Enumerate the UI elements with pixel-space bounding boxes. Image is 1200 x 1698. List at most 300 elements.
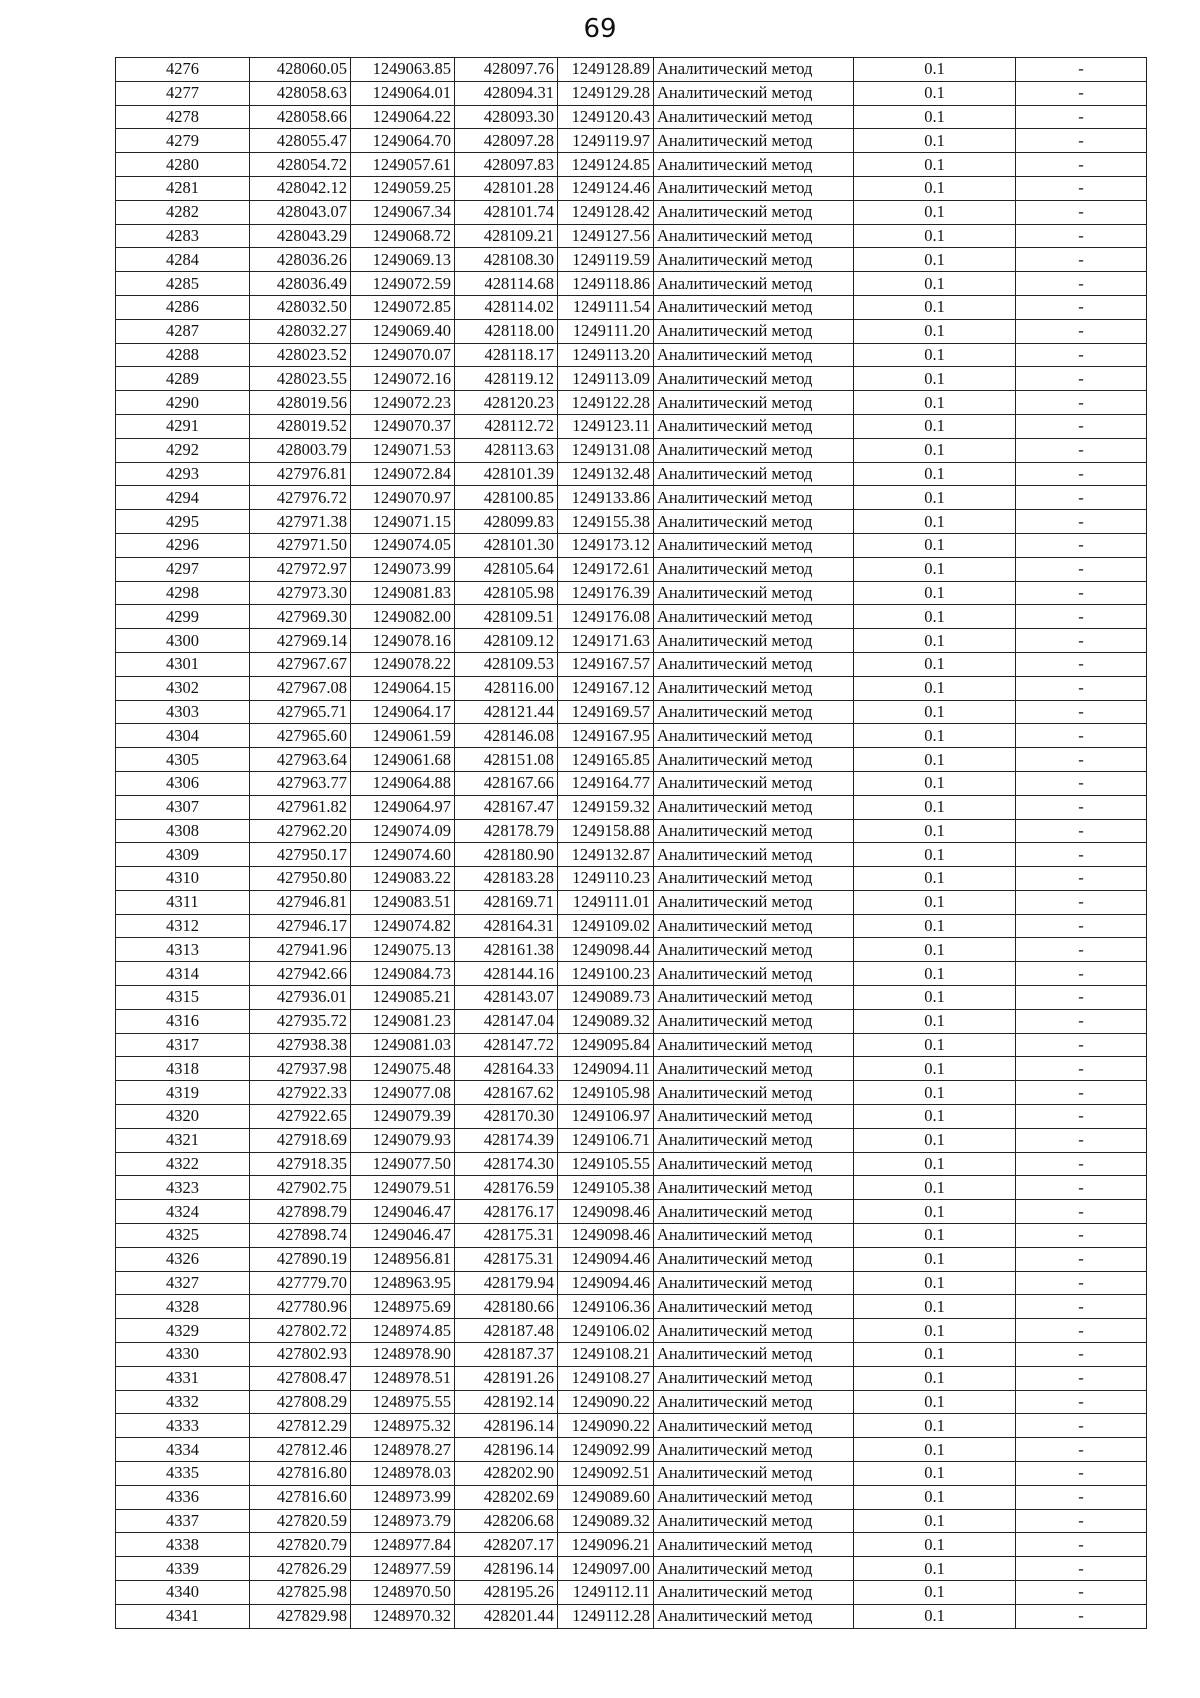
method-cell: Аналитический метод bbox=[654, 486, 854, 510]
table-row bbox=[116, 438, 1147, 462]
accuracy-cell: 0.1 bbox=[854, 391, 1016, 415]
x2-cell: 428118.17 bbox=[455, 343, 558, 367]
point-id-cell: 4280 bbox=[116, 153, 250, 177]
method-cell: Аналитический метод bbox=[654, 1557, 854, 1581]
x1-cell: 427969.14 bbox=[250, 629, 351, 653]
x1-cell: 428003.79 bbox=[250, 438, 351, 462]
x2-cell: 428147.72 bbox=[455, 1033, 558, 1057]
y1-cell: 1248978.90 bbox=[351, 1343, 455, 1367]
table-row bbox=[116, 58, 1147, 82]
note-cell: - bbox=[1016, 343, 1147, 367]
point-id-cell: 4298 bbox=[116, 581, 250, 605]
y1-cell: 1248978.51 bbox=[351, 1366, 455, 1390]
method-cell: Аналитический метод bbox=[654, 629, 854, 653]
x1-cell: 428032.27 bbox=[250, 319, 351, 343]
y2-cell: 1249098.44 bbox=[558, 938, 654, 962]
accuracy-cell: 0.1 bbox=[854, 153, 1016, 177]
x2-cell: 428101.39 bbox=[455, 462, 558, 486]
method-cell: Аналитический метод bbox=[654, 1009, 854, 1033]
y2-cell: 1249105.55 bbox=[558, 1152, 654, 1176]
point-id-cell: 4336 bbox=[116, 1485, 250, 1509]
x2-cell: 428151.08 bbox=[455, 748, 558, 772]
table-row bbox=[116, 1533, 1147, 1557]
x1-cell: 427950.17 bbox=[250, 843, 351, 867]
y2-cell: 1249164.77 bbox=[558, 771, 654, 795]
accuracy-cell: 0.1 bbox=[854, 795, 1016, 819]
x2-cell: 428113.63 bbox=[455, 438, 558, 462]
x2-cell: 428180.66 bbox=[455, 1295, 558, 1319]
y1-cell: 1249072.85 bbox=[351, 295, 455, 319]
x2-cell: 428161.38 bbox=[455, 938, 558, 962]
y1-cell: 1249064.70 bbox=[351, 129, 455, 153]
note-cell: - bbox=[1016, 1057, 1147, 1081]
x2-cell: 428202.69 bbox=[455, 1485, 558, 1509]
x2-cell: 428114.02 bbox=[455, 295, 558, 319]
point-id-cell: 4314 bbox=[116, 962, 250, 986]
y2-cell: 1249127.56 bbox=[558, 224, 654, 248]
y1-cell: 1249057.61 bbox=[351, 153, 455, 177]
method-cell: Аналитический метод bbox=[654, 391, 854, 415]
point-id-cell: 4285 bbox=[116, 272, 250, 296]
x1-cell: 428055.47 bbox=[250, 129, 351, 153]
x1-cell: 427976.81 bbox=[250, 462, 351, 486]
x2-cell: 428176.59 bbox=[455, 1176, 558, 1200]
accuracy-cell: 0.1 bbox=[854, 1128, 1016, 1152]
note-cell: - bbox=[1016, 176, 1147, 200]
accuracy-cell: 0.1 bbox=[854, 438, 1016, 462]
table-row bbox=[116, 986, 1147, 1010]
y2-cell: 1249090.22 bbox=[558, 1390, 654, 1414]
x2-cell: 428201.44 bbox=[455, 1604, 558, 1628]
accuracy-cell: 0.1 bbox=[854, 819, 1016, 843]
y1-cell: 1249069.40 bbox=[351, 319, 455, 343]
table-row bbox=[116, 1152, 1147, 1176]
accuracy-cell: 0.1 bbox=[854, 176, 1016, 200]
note-cell: - bbox=[1016, 605, 1147, 629]
note-cell: - bbox=[1016, 1462, 1147, 1486]
point-id-cell: 4337 bbox=[116, 1509, 250, 1533]
x1-cell: 427946.81 bbox=[250, 890, 351, 914]
method-cell: Аналитический метод bbox=[654, 129, 854, 153]
y2-cell: 1249119.97 bbox=[558, 129, 654, 153]
point-id-cell: 4290 bbox=[116, 391, 250, 415]
note-cell: - bbox=[1016, 1224, 1147, 1248]
y2-cell: 1249109.02 bbox=[558, 914, 654, 938]
x1-cell: 428054.72 bbox=[250, 153, 351, 177]
x1-cell: 427812.29 bbox=[250, 1414, 351, 1438]
note-cell: - bbox=[1016, 1105, 1147, 1129]
y2-cell: 1249112.11 bbox=[558, 1581, 654, 1605]
note-cell: - bbox=[1016, 438, 1147, 462]
point-id-cell: 4319 bbox=[116, 1081, 250, 1105]
note-cell: - bbox=[1016, 771, 1147, 795]
y1-cell: 1249064.22 bbox=[351, 105, 455, 129]
point-id-cell: 4305 bbox=[116, 748, 250, 772]
y1-cell: 1248977.59 bbox=[351, 1557, 455, 1581]
method-cell: Аналитический метод bbox=[654, 224, 854, 248]
point-id-cell: 4299 bbox=[116, 605, 250, 629]
y2-cell: 1249105.38 bbox=[558, 1176, 654, 1200]
x2-cell: 428101.74 bbox=[455, 200, 558, 224]
method-cell: Аналитический метод bbox=[654, 248, 854, 272]
table-row bbox=[116, 391, 1147, 415]
note-cell: - bbox=[1016, 414, 1147, 438]
table-row bbox=[116, 557, 1147, 581]
x1-cell: 427802.93 bbox=[250, 1343, 351, 1367]
note-cell: - bbox=[1016, 533, 1147, 557]
accuracy-cell: 0.1 bbox=[854, 1390, 1016, 1414]
x1-cell: 428042.12 bbox=[250, 176, 351, 200]
table-row bbox=[116, 629, 1147, 653]
x2-cell: 428105.98 bbox=[455, 581, 558, 605]
accuracy-cell: 0.1 bbox=[854, 343, 1016, 367]
table-row bbox=[116, 1271, 1147, 1295]
y2-cell: 1249092.99 bbox=[558, 1438, 654, 1462]
note-cell: - bbox=[1016, 462, 1147, 486]
x2-cell: 428175.31 bbox=[455, 1247, 558, 1271]
y2-cell: 1249090.22 bbox=[558, 1414, 654, 1438]
accuracy-cell: 0.1 bbox=[854, 700, 1016, 724]
point-id-cell: 4338 bbox=[116, 1533, 250, 1557]
accuracy-cell: 0.1 bbox=[854, 724, 1016, 748]
method-cell: Аналитический метод bbox=[654, 1128, 854, 1152]
y1-cell: 1249074.60 bbox=[351, 843, 455, 867]
y2-cell: 1249089.32 bbox=[558, 1009, 654, 1033]
x1-cell: 428060.05 bbox=[250, 58, 351, 82]
accuracy-cell: 0.1 bbox=[854, 1295, 1016, 1319]
y1-cell: 1249070.07 bbox=[351, 343, 455, 367]
y1-cell: 1248956.81 bbox=[351, 1247, 455, 1271]
point-id-cell: 4311 bbox=[116, 890, 250, 914]
y1-cell: 1249070.37 bbox=[351, 414, 455, 438]
note-cell: - bbox=[1016, 272, 1147, 296]
point-id-cell: 4292 bbox=[116, 438, 250, 462]
x1-cell: 427898.74 bbox=[250, 1224, 351, 1248]
point-id-cell: 4306 bbox=[116, 771, 250, 795]
method-cell: Аналитический метод bbox=[654, 176, 854, 200]
x2-cell: 428167.62 bbox=[455, 1081, 558, 1105]
x1-cell: 427962.20 bbox=[250, 819, 351, 843]
note-cell: - bbox=[1016, 105, 1147, 129]
method-cell: Аналитический метод bbox=[654, 1533, 854, 1557]
y1-cell: 1249081.83 bbox=[351, 581, 455, 605]
point-id-cell: 4304 bbox=[116, 724, 250, 748]
accuracy-cell: 0.1 bbox=[854, 272, 1016, 296]
x1-cell: 427936.01 bbox=[250, 986, 351, 1010]
note-cell: - bbox=[1016, 1200, 1147, 1224]
y2-cell: 1249106.97 bbox=[558, 1105, 654, 1129]
point-id-cell: 4308 bbox=[116, 819, 250, 843]
accuracy-cell: 0.1 bbox=[854, 367, 1016, 391]
y2-cell: 1249155.38 bbox=[558, 510, 654, 534]
point-id-cell: 4327 bbox=[116, 1271, 250, 1295]
point-id-cell: 4276 bbox=[116, 58, 250, 82]
y2-cell: 1249132.87 bbox=[558, 843, 654, 867]
method-cell: Аналитический метод bbox=[654, 1224, 854, 1248]
y1-cell: 1249082.00 bbox=[351, 605, 455, 629]
y1-cell: 1248975.55 bbox=[351, 1390, 455, 1414]
table-row bbox=[116, 700, 1147, 724]
x1-cell: 427826.29 bbox=[250, 1557, 351, 1581]
y2-cell: 1249169.57 bbox=[558, 700, 654, 724]
note-cell: - bbox=[1016, 1509, 1147, 1533]
method-cell: Аналитический метод bbox=[654, 200, 854, 224]
accuracy-cell: 0.1 bbox=[854, 1200, 1016, 1224]
accuracy-cell: 0.1 bbox=[854, 1557, 1016, 1581]
table-row bbox=[116, 1414, 1147, 1438]
table-row bbox=[116, 724, 1147, 748]
point-id-cell: 4300 bbox=[116, 629, 250, 653]
note-cell: - bbox=[1016, 914, 1147, 938]
x1-cell: 427820.59 bbox=[250, 1509, 351, 1533]
y1-cell: 1249069.13 bbox=[351, 248, 455, 272]
note-cell: - bbox=[1016, 557, 1147, 581]
x2-cell: 428118.00 bbox=[455, 319, 558, 343]
table-row bbox=[116, 343, 1147, 367]
table-row bbox=[116, 962, 1147, 986]
x2-cell: 428167.66 bbox=[455, 771, 558, 795]
y1-cell: 1249064.15 bbox=[351, 676, 455, 700]
table-row bbox=[116, 1081, 1147, 1105]
x1-cell: 427902.75 bbox=[250, 1176, 351, 1200]
accuracy-cell: 0.1 bbox=[854, 1081, 1016, 1105]
x1-cell: 427825.98 bbox=[250, 1581, 351, 1605]
note-cell: - bbox=[1016, 724, 1147, 748]
x1-cell: 427808.29 bbox=[250, 1390, 351, 1414]
table-row bbox=[116, 1057, 1147, 1081]
table-row bbox=[116, 129, 1147, 153]
x1-cell: 427973.30 bbox=[250, 581, 351, 605]
x2-cell: 428207.17 bbox=[455, 1533, 558, 1557]
point-id-cell: 4331 bbox=[116, 1366, 250, 1390]
x2-cell: 428176.17 bbox=[455, 1200, 558, 1224]
note-cell: - bbox=[1016, 295, 1147, 319]
point-id-cell: 4301 bbox=[116, 652, 250, 676]
y2-cell: 1249111.54 bbox=[558, 295, 654, 319]
note-cell: - bbox=[1016, 1438, 1147, 1462]
y2-cell: 1249100.23 bbox=[558, 962, 654, 986]
y1-cell: 1248970.50 bbox=[351, 1581, 455, 1605]
x1-cell: 428019.52 bbox=[250, 414, 351, 438]
note-cell: - bbox=[1016, 867, 1147, 891]
x2-cell: 428146.08 bbox=[455, 724, 558, 748]
accuracy-cell: 0.1 bbox=[854, 510, 1016, 534]
y1-cell: 1249075.48 bbox=[351, 1057, 455, 1081]
method-cell: Аналитический метод bbox=[654, 1176, 854, 1200]
method-cell: Аналитический метод bbox=[654, 295, 854, 319]
method-cell: Аналитический метод bbox=[654, 1271, 854, 1295]
y1-cell: 1249074.05 bbox=[351, 533, 455, 557]
table-row bbox=[116, 843, 1147, 867]
point-id-cell: 4291 bbox=[116, 414, 250, 438]
note-cell: - bbox=[1016, 391, 1147, 415]
table-row bbox=[116, 1009, 1147, 1033]
y1-cell: 1248978.27 bbox=[351, 1438, 455, 1462]
x2-cell: 428121.44 bbox=[455, 700, 558, 724]
point-id-cell: 4293 bbox=[116, 462, 250, 486]
x1-cell: 428023.52 bbox=[250, 343, 351, 367]
x1-cell: 427971.38 bbox=[250, 510, 351, 534]
note-cell: - bbox=[1016, 1033, 1147, 1057]
x2-cell: 428164.33 bbox=[455, 1057, 558, 1081]
x1-cell: 427938.38 bbox=[250, 1033, 351, 1057]
table-row bbox=[116, 1200, 1147, 1224]
accuracy-cell: 0.1 bbox=[854, 605, 1016, 629]
table-row bbox=[116, 153, 1147, 177]
x2-cell: 428108.30 bbox=[455, 248, 558, 272]
y2-cell: 1249176.39 bbox=[558, 581, 654, 605]
accuracy-cell: 0.1 bbox=[854, 1485, 1016, 1509]
x2-cell: 428109.12 bbox=[455, 629, 558, 653]
x1-cell: 427898.79 bbox=[250, 1200, 351, 1224]
y1-cell: 1248977.84 bbox=[351, 1533, 455, 1557]
y2-cell: 1249120.43 bbox=[558, 105, 654, 129]
note-cell: - bbox=[1016, 1271, 1147, 1295]
table-row bbox=[116, 1557, 1147, 1581]
x2-cell: 428112.72 bbox=[455, 414, 558, 438]
note-cell: - bbox=[1016, 319, 1147, 343]
y2-cell: 1249159.32 bbox=[558, 795, 654, 819]
note-cell: - bbox=[1016, 652, 1147, 676]
y2-cell: 1249106.36 bbox=[558, 1295, 654, 1319]
accuracy-cell: 0.1 bbox=[854, 1009, 1016, 1033]
x1-cell: 427935.72 bbox=[250, 1009, 351, 1033]
y2-cell: 1249124.46 bbox=[558, 176, 654, 200]
note-cell: - bbox=[1016, 248, 1147, 272]
method-cell: Аналитический метод bbox=[654, 1390, 854, 1414]
x1-cell: 428036.49 bbox=[250, 272, 351, 296]
point-id-cell: 4287 bbox=[116, 319, 250, 343]
accuracy-cell: 0.1 bbox=[854, 1247, 1016, 1271]
table-row bbox=[116, 533, 1147, 557]
y2-cell: 1249132.48 bbox=[558, 462, 654, 486]
method-cell: Аналитический метод bbox=[654, 438, 854, 462]
accuracy-cell: 0.1 bbox=[854, 319, 1016, 343]
x2-cell: 428101.30 bbox=[455, 533, 558, 557]
y2-cell: 1249122.28 bbox=[558, 391, 654, 415]
note-cell: - bbox=[1016, 129, 1147, 153]
method-cell: Аналитический метод bbox=[654, 1081, 854, 1105]
x2-cell: 428170.30 bbox=[455, 1105, 558, 1129]
y1-cell: 1249072.16 bbox=[351, 367, 455, 391]
point-id-cell: 4303 bbox=[116, 700, 250, 724]
method-cell: Аналитический метод bbox=[654, 986, 854, 1010]
accuracy-cell: 0.1 bbox=[854, 1105, 1016, 1129]
point-id-cell: 4295 bbox=[116, 510, 250, 534]
y2-cell: 1249129.28 bbox=[558, 81, 654, 105]
accuracy-cell: 0.1 bbox=[854, 295, 1016, 319]
x2-cell: 428094.31 bbox=[455, 81, 558, 105]
method-cell: Аналитический метод bbox=[654, 414, 854, 438]
accuracy-cell: 0.1 bbox=[854, 1343, 1016, 1367]
x1-cell: 427816.60 bbox=[250, 1485, 351, 1509]
x1-cell: 428043.07 bbox=[250, 200, 351, 224]
y1-cell: 1249073.99 bbox=[351, 557, 455, 581]
x2-cell: 428202.90 bbox=[455, 1462, 558, 1486]
accuracy-cell: 0.1 bbox=[854, 533, 1016, 557]
x2-cell: 428174.39 bbox=[455, 1128, 558, 1152]
method-cell: Аналитический метод bbox=[654, 105, 854, 129]
table-row bbox=[116, 510, 1147, 534]
table-row bbox=[116, 462, 1147, 486]
accuracy-cell: 0.1 bbox=[854, 1509, 1016, 1533]
y1-cell: 1248973.79 bbox=[351, 1509, 455, 1533]
method-cell: Аналитический метод bbox=[654, 724, 854, 748]
table-row bbox=[116, 414, 1147, 438]
x1-cell: 428058.63 bbox=[250, 81, 351, 105]
x2-cell: 428196.14 bbox=[455, 1438, 558, 1462]
accuracy-cell: 0.1 bbox=[854, 1604, 1016, 1628]
table-row bbox=[116, 676, 1147, 700]
y1-cell: 1248978.03 bbox=[351, 1462, 455, 1486]
y1-cell: 1249078.22 bbox=[351, 652, 455, 676]
point-id-cell: 4320 bbox=[116, 1105, 250, 1129]
x1-cell: 427812.46 bbox=[250, 1438, 351, 1462]
table-row bbox=[116, 295, 1147, 319]
table-row bbox=[116, 819, 1147, 843]
point-id-cell: 4279 bbox=[116, 129, 250, 153]
y1-cell: 1249074.82 bbox=[351, 914, 455, 938]
accuracy-cell: 0.1 bbox=[854, 1581, 1016, 1605]
x1-cell: 428043.29 bbox=[250, 224, 351, 248]
method-cell: Аналитический метод bbox=[654, 58, 854, 82]
method-cell: Аналитический метод bbox=[654, 676, 854, 700]
accuracy-cell: 0.1 bbox=[854, 81, 1016, 105]
point-id-cell: 4330 bbox=[116, 1343, 250, 1367]
table-row bbox=[116, 200, 1147, 224]
y2-cell: 1249094.46 bbox=[558, 1247, 654, 1271]
method-cell: Аналитический метод bbox=[654, 1581, 854, 1605]
table-row bbox=[116, 1105, 1147, 1129]
y2-cell: 1249113.20 bbox=[558, 343, 654, 367]
note-cell: - bbox=[1016, 200, 1147, 224]
y1-cell: 1249068.72 bbox=[351, 224, 455, 248]
x2-cell: 428109.53 bbox=[455, 652, 558, 676]
point-id-cell: 4315 bbox=[116, 986, 250, 1010]
point-id-cell: 4281 bbox=[116, 176, 250, 200]
point-id-cell: 4296 bbox=[116, 533, 250, 557]
method-cell: Аналитический метод bbox=[654, 1152, 854, 1176]
method-cell: Аналитический метод bbox=[654, 1319, 854, 1343]
note-cell: - bbox=[1016, 938, 1147, 962]
method-cell: Аналитический метод bbox=[654, 319, 854, 343]
note-cell: - bbox=[1016, 986, 1147, 1010]
coordinates-table bbox=[115, 57, 1147, 1629]
x1-cell: 427820.79 bbox=[250, 1533, 351, 1557]
table-row bbox=[116, 652, 1147, 676]
x2-cell: 428147.04 bbox=[455, 1009, 558, 1033]
x2-cell: 428180.90 bbox=[455, 843, 558, 867]
accuracy-cell: 0.1 bbox=[854, 1533, 1016, 1557]
table-row bbox=[116, 1319, 1147, 1343]
note-cell: - bbox=[1016, 1319, 1147, 1343]
x1-cell: 427922.65 bbox=[250, 1105, 351, 1129]
method-cell: Аналитический метод bbox=[654, 795, 854, 819]
x2-cell: 428187.48 bbox=[455, 1319, 558, 1343]
method-cell: Аналитический метод bbox=[654, 81, 854, 105]
x2-cell: 428143.07 bbox=[455, 986, 558, 1010]
y2-cell: 1249110.23 bbox=[558, 867, 654, 891]
y1-cell: 1249059.25 bbox=[351, 176, 455, 200]
y2-cell: 1249098.46 bbox=[558, 1200, 654, 1224]
x1-cell: 427963.77 bbox=[250, 771, 351, 795]
note-cell: - bbox=[1016, 1485, 1147, 1509]
x1-cell: 427802.72 bbox=[250, 1319, 351, 1343]
accuracy-cell: 0.1 bbox=[854, 986, 1016, 1010]
table-row bbox=[116, 248, 1147, 272]
accuracy-cell: 0.1 bbox=[854, 867, 1016, 891]
y1-cell: 1248975.69 bbox=[351, 1295, 455, 1319]
